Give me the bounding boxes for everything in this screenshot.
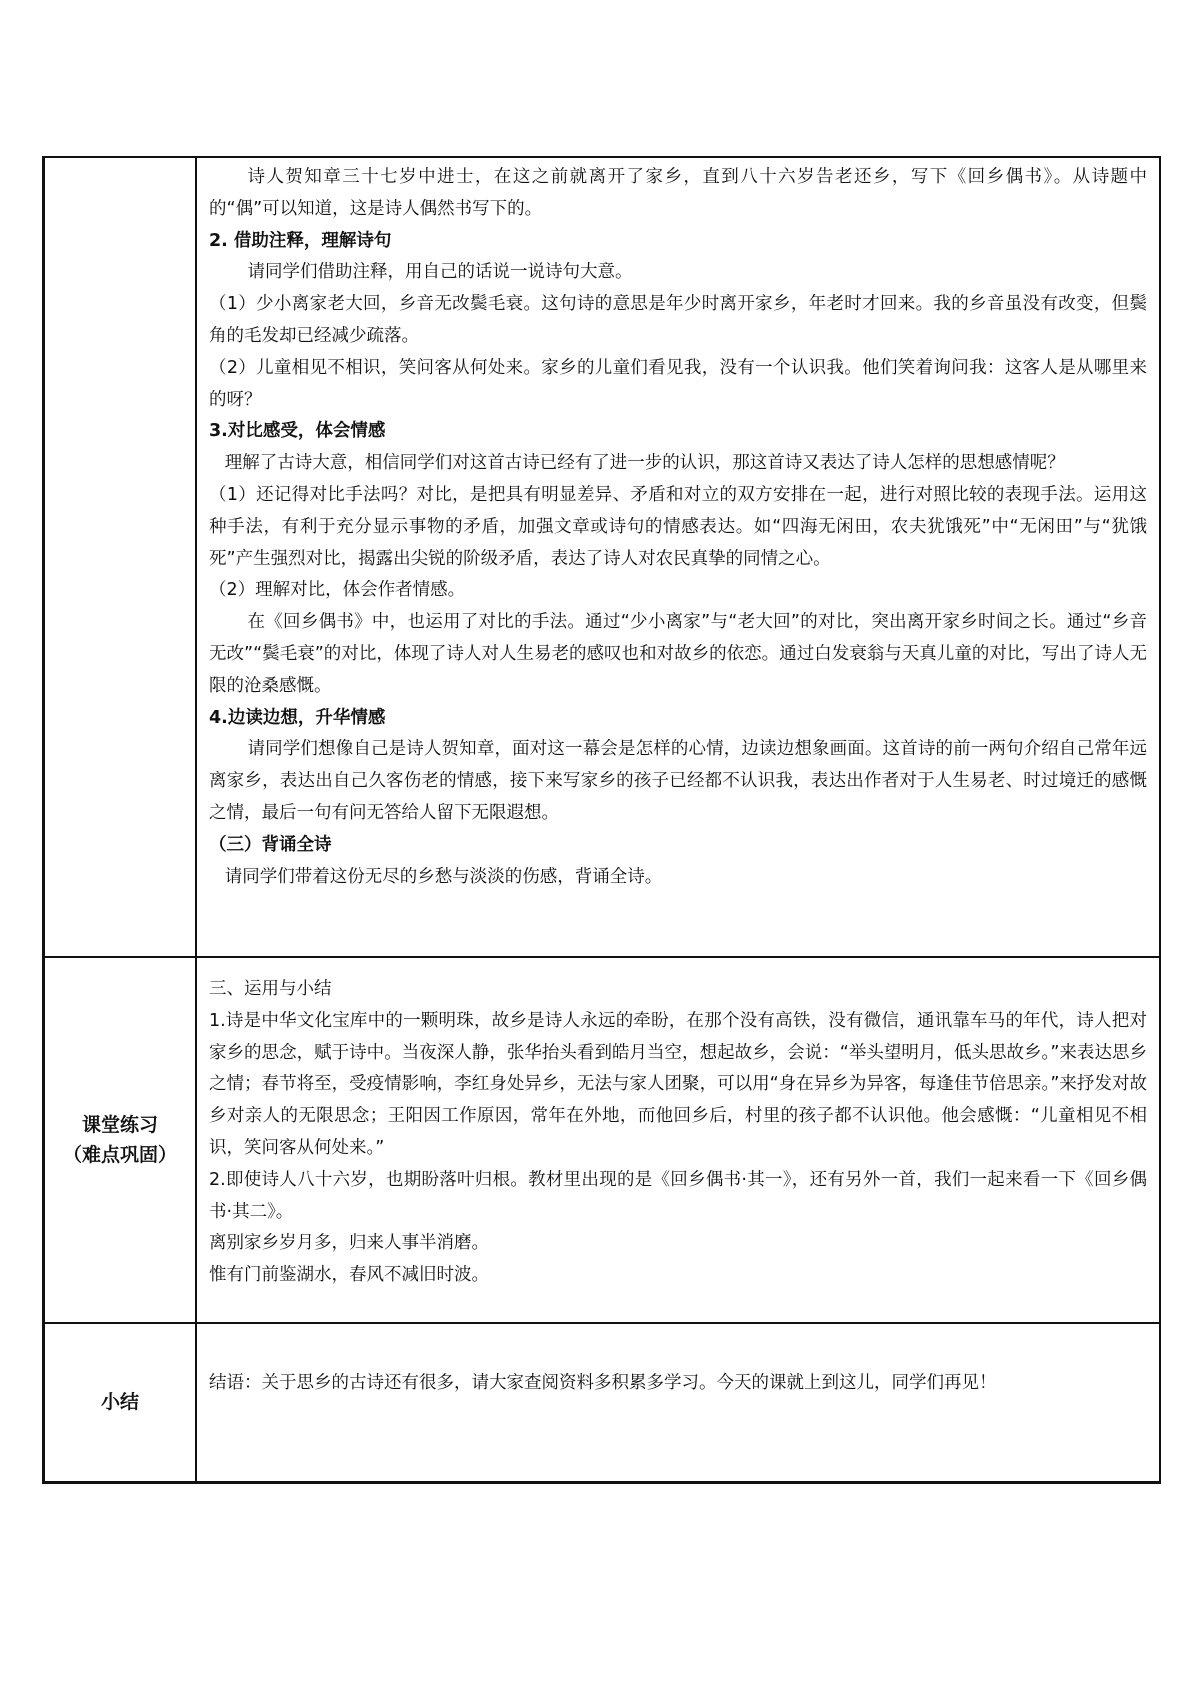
row-label-practice-sub: （难点巩固） [62, 1144, 177, 1166]
paragraph: 请同学们借助注释，用自己的话说一说诗句大意。 [247, 262, 633, 283]
summary-content [197, 1324, 1159, 1408]
row-label-practice: 课堂练习 [81, 1114, 158, 1136]
paragraph: （2）理解对比，体会作者情感。 [209, 580, 466, 601]
paragraph: 在《回乡偶书》中，也运用了对比的手法。通过“少小离家”与“老大回”的对比，突出离开家乡时间之长。通过“乡音无改”“鬓毛衰”的对比，体现了诗人对人生易老的感叹也和对故乡的依恋。通过白发衰翁与天真儿童的对比，写出了诗人无限的沧桑感慨。 [209, 612, 1147, 696]
row-label-cell [44, 957, 197, 1323]
teaching-content [197, 158, 1159, 901]
paragraph: 2.即使诗人八十六岁，也期盼落叶归根。教材里出现的是《回乡偶书·其一》，还有另外一首，我们一起来看一下《回乡偶书·其二》。 [209, 1169, 1147, 1222]
paragraph: 结语：关于思乡的古诗还有很多，请大家查阅资料多积累多学习。今天的课就上到这儿，同学们再见！ [209, 1373, 997, 1393]
paragraph: 请同学们想像自己是诗人贺知章，面对这一幕会是怎样的心情，边读边想象画面。这首诗的前一两句介绍自己常年远离家乡，表达出自己久客伤老的情感，接下来写家乡的孩子已经都不认识我，表达出作者对于人生易老、时过境迁的感慨之情，最后一句有问无答给人留下无限遐想。 [209, 739, 1147, 823]
table-row-teaching [44, 157, 1161, 957]
content-cell [196, 1323, 1160, 1482]
content-cell [196, 957, 1160, 1323]
row-label-cell [44, 1323, 197, 1482]
paragraph: 请同学们带着这份无尽的乡愁与淡淡的伤感，背诵全诗。 [224, 866, 663, 887]
section-heading: 4.边读边想，升华情感 [209, 707, 386, 728]
content-cell [196, 157, 1160, 957]
practice-content [197, 958, 1159, 1300]
table-row-summary [44, 1323, 1161, 1482]
poem-line: 离别家乡岁月多，归来人事半消磨。 [209, 1233, 489, 1254]
section-heading: 2. 借助注释，理解诗句 [209, 230, 392, 251]
section-heading: （三）背诵全诗 [209, 834, 332, 855]
row-label-cell [44, 157, 197, 957]
paragraph: 理解了古诗大意，相信同学们对这首古诗已经有了进一步的认识，那这首诗又表达了诗人怎样的思想感情呢？ [224, 453, 1065, 474]
poem-line: 惟有门前鉴湖水，春风不减旧时波。 [209, 1265, 489, 1286]
section-heading: 三、运用与小结 [209, 979, 332, 999]
table-row-practice [44, 957, 1161, 1323]
paragraph: 诗人贺知章三十七岁中进士，在这之前就离开了家乡，直到八十六岁告老还乡，写下《回乡偶书》。从诗题中的“偶”可以知道，这是诗人偶然书写下的。 [209, 167, 1147, 219]
lesson-table [42, 156, 1161, 1484]
paragraph: 1.诗是中华文化宝库中的一颗明珠，故乡是诗人永远的牵盼，在那个没有高铁，没有微信，通讯靠车马的年代，诗人把对家乡的思念，赋于诗中。当夜深人静，张华抬头看到皓月当空，想起故乡，会说：“举头望明月，低头思故乡。”来表达思乡之情；春节将至，受疫情影响，李红身处异乡，无法与家人团聚，可以用“身在异乡为异客，每逢佳节倍思亲。”来抒发对故乡对亲人的无限思念；王阳因工作原因，常年在外地，而他回乡后，村里的孩子都不认识他。他会感慨：“儿童相见不相识，笑问客从何处来。” [209, 1010, 1147, 1158]
paragraph: （1）少小离家老大回，乡音无改鬓毛衰。这句诗的意思是年少时离开家乡，年老时才回来。我的乡音虽没有改变，但鬓角的毛发却已经减少疏落。 [209, 294, 1147, 346]
paragraph: （1）还记得对比手法吗？对比，是把具有明显差异、矛盾和对立的双方安排在一起，进行对照比较的表现手法。运用这种手法，有利于充分显示事物的矛盾，加强文章或诗句的情感表达。如“四海无闲田，农夫犹饿死”中“无闲田”与“犹饿死”产生强烈对比，揭露出尖锐的阶级矛盾，表达了诗人对农民真挚的同情之心。 [209, 484, 1147, 569]
section-heading: 3.对比感受，体会情感 [209, 421, 386, 442]
row-label-summary: 小结 [100, 1391, 139, 1414]
paragraph: （2）儿童相见不相识，笑问客从何处来。家乡的儿童们看见我，没有一个认识我。他们笑着询问我：这客人是从哪里来的呀？ [209, 357, 1147, 410]
